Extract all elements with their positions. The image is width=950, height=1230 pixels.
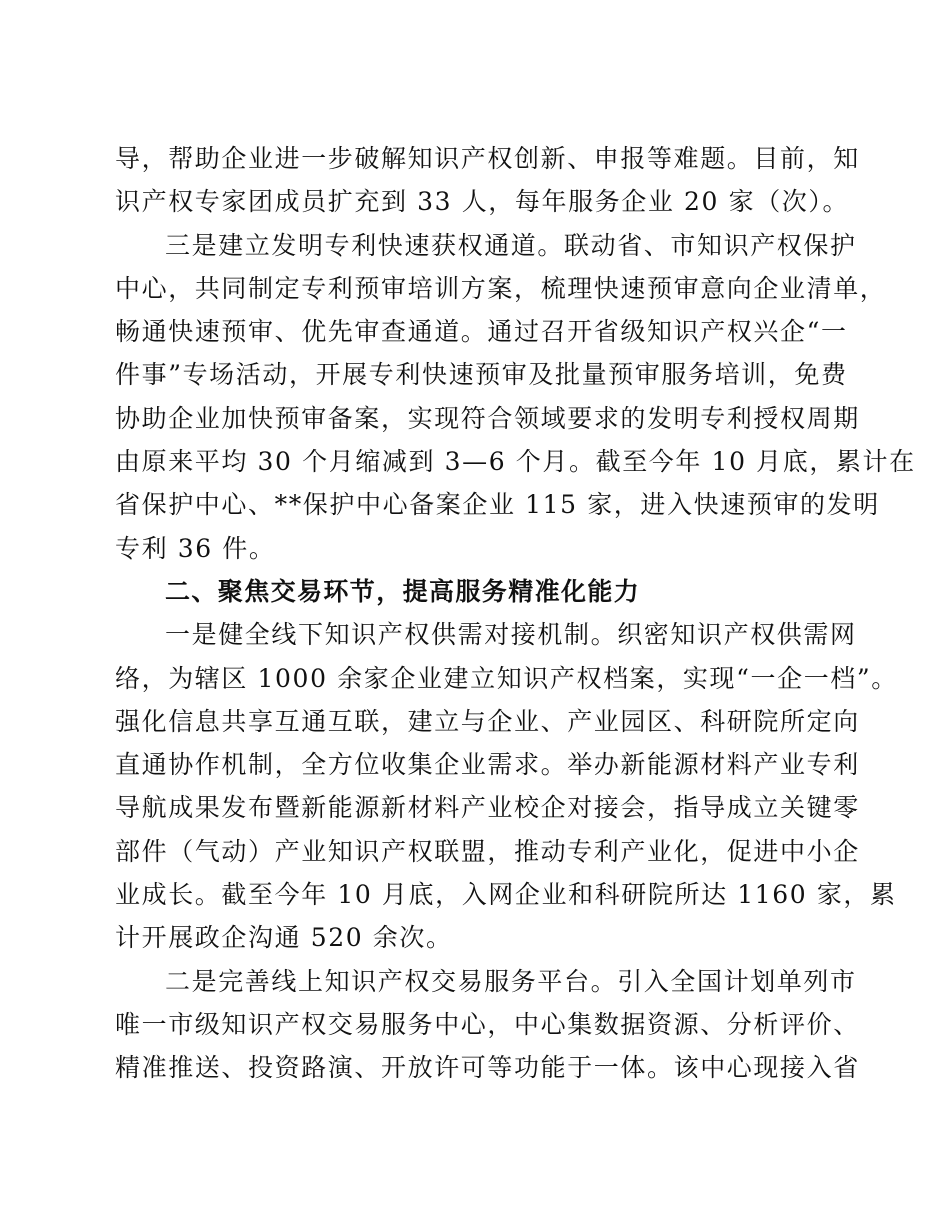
- paragraph-line: 唯一市级知识产权交易服务中心，中心集数据资源、分析评价、: [115, 1009, 860, 1039]
- paragraph-line: 导，帮助企业进一步破解知识产权创新、申报等难题。目前，知: [115, 144, 860, 173]
- paragraph-line: 件事”专场活动，开展专利快速预审及批量预审服务培训，免费: [115, 360, 848, 390]
- paragraph-start-line: 三是建立发明专利快速获权通道。联动省、市知识产权保护: [165, 230, 857, 260]
- paragraph-line: 业成长。截至今年 10 月底，入网企业和科研院所达 1160 家，累: [115, 880, 897, 910]
- paragraph-line: 省保护中心、**保护中心备案企业 115 家，进入快速预审的发明: [115, 490, 880, 520]
- paragraph-line: 部件（气动）产业知识产权联盟，推动专利产业化，促进中小企: [115, 836, 860, 866]
- paragraph-line: 直通协作机制，全方位收集企业需求。举办新能源材料产业专利: [115, 750, 860, 780]
- paragraph-line: 由原来平均 30 个月缩减到 3—6 个月。截至今年 10 月底，累计在: [115, 447, 916, 477]
- section-heading: 二、聚焦交易环节，提高服务精准化能力: [165, 576, 641, 606]
- document-body: [115, 137, 916, 1090]
- paragraph-start-line: 一是健全线下知识产权供需对接机制。织密知识产权供需网: [165, 620, 857, 650]
- paragraph-line: 识产权专家团成员扩充到 33 人，每年服务企业 20 家（次）。: [115, 187, 850, 217]
- paragraph-line: 协助企业加快预审备案，实现符合领域要求的发明专利授权周期: [115, 403, 860, 433]
- paragraph-line: 中心，共同制定专利预审培训方案，梳理快速预审意向企业清单，: [115, 273, 887, 303]
- paragraph-line: 强化信息共享互通互联，建立与企业、产业园区、科研院所定向: [115, 706, 860, 736]
- paragraph-line: 畅通快速预审、优先审查通道。通过召开省级知识产权兴企“一: [115, 317, 848, 347]
- paragraph-line: 计开展政企沟通 520 余次。: [115, 923, 453, 953]
- paragraph-line: 导航成果发布暨新能源新材料产业校企对接会，指导成立关键零: [115, 793, 860, 823]
- paragraph-line: 精准推送、投资路演、开放许可等功能于一体。该中心现接入省: [115, 1053, 860, 1083]
- paragraph-line: 络，为辖区 1000 余家企业建立知识产权档案，实现“一企一档”。: [115, 663, 898, 693]
- paragraph-line: 专利 36 件。: [115, 533, 276, 563]
- paragraph-start-line: 二是完善线上知识产权交易服务平台。引入全国计划单列市: [165, 966, 857, 996]
